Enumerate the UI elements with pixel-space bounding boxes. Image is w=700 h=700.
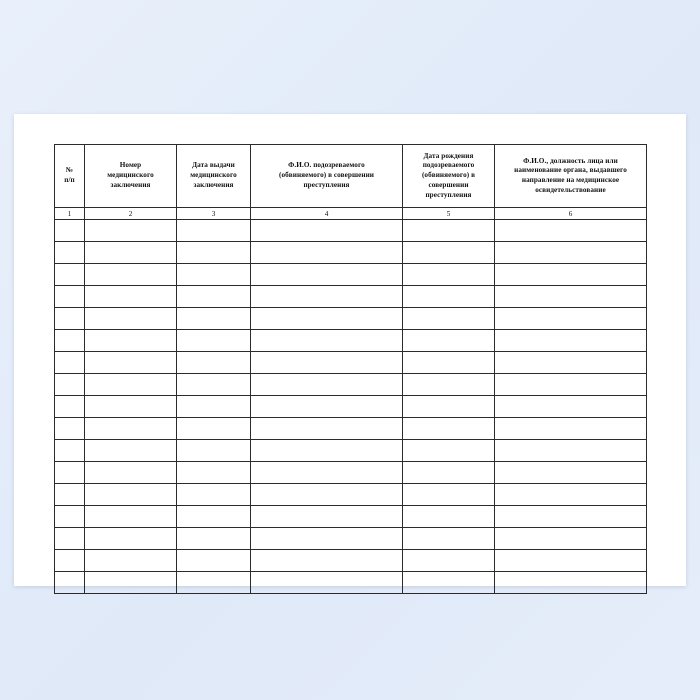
- header-line: Ф.И.О. подозреваемого: [288, 161, 365, 170]
- header-line: Ф.И.О., должность лица или: [523, 156, 618, 165]
- table-cell-empty[interactable]: [495, 330, 647, 352]
- journal-table: [54, 144, 647, 594]
- document-sheet: [14, 114, 686, 586]
- table-cell-empty[interactable]: [85, 550, 177, 572]
- header-line: медицинского: [190, 171, 237, 180]
- table-cell-empty[interactable]: [403, 220, 495, 242]
- table-cell-empty[interactable]: [55, 264, 85, 286]
- table-row: [55, 308, 647, 330]
- table-cell-empty[interactable]: [85, 308, 177, 330]
- table-cell-empty[interactable]: [177, 572, 251, 594]
- column-header-5: [403, 145, 495, 208]
- table-cell-empty[interactable]: [85, 330, 177, 352]
- table-cell-empty[interactable]: [55, 462, 85, 484]
- table-row: [55, 286, 647, 308]
- header-line: преступления: [303, 180, 350, 189]
- table-cell-empty[interactable]: [495, 308, 647, 330]
- column-number-cell: 3: [177, 208, 251, 220]
- header-line: заключения: [193, 180, 234, 189]
- table-cell-empty[interactable]: [177, 396, 251, 418]
- column-number-cell: 4: [251, 208, 403, 220]
- table-row: [55, 374, 647, 396]
- table-cell-empty[interactable]: [251, 286, 403, 308]
- column-header-4: [251, 145, 403, 208]
- column-number-cell: 5: [403, 208, 495, 220]
- table-cell-empty[interactable]: [251, 374, 403, 396]
- table-row: [55, 506, 647, 528]
- table-row: [55, 220, 647, 242]
- table-cell-empty[interactable]: [495, 286, 647, 308]
- table-cell-empty[interactable]: [55, 528, 85, 550]
- table-cell-empty[interactable]: [495, 528, 647, 550]
- table-cell-empty[interactable]: [55, 418, 85, 440]
- table-cell-empty[interactable]: [177, 506, 251, 528]
- table-cell-empty[interactable]: [177, 440, 251, 462]
- table-cell-empty[interactable]: [85, 462, 177, 484]
- table-cell-empty[interactable]: [177, 462, 251, 484]
- table-cell-empty[interactable]: [55, 396, 85, 418]
- table-cell-empty[interactable]: [495, 506, 647, 528]
- table-cell-empty[interactable]: [177, 330, 251, 352]
- table-cell-empty[interactable]: [85, 528, 177, 550]
- table-body: [55, 220, 647, 594]
- column-header-6: [495, 145, 647, 208]
- table-cell-empty[interactable]: [85, 440, 177, 462]
- table-row: [55, 440, 647, 462]
- header-line: (обвиняемого) в совершении: [279, 171, 374, 180]
- table-cell-empty[interactable]: [403, 462, 495, 484]
- table-cell-empty[interactable]: [251, 572, 403, 594]
- table-cell-empty[interactable]: [251, 528, 403, 550]
- header-line: Дата рождения: [423, 151, 474, 160]
- table-cell-empty[interactable]: [403, 440, 495, 462]
- table-cell-empty[interactable]: [495, 418, 647, 440]
- table-cell-empty[interactable]: [403, 352, 495, 374]
- table-cell-empty[interactable]: [55, 572, 85, 594]
- table-cell-empty[interactable]: [55, 506, 85, 528]
- table-cell-empty[interactable]: [177, 286, 251, 308]
- table-cell-empty[interactable]: [55, 330, 85, 352]
- table-cell-empty[interactable]: [85, 506, 177, 528]
- column-number-cell: 2: [85, 208, 177, 220]
- table-cell-empty[interactable]: [403, 550, 495, 572]
- table-cell-empty[interactable]: [177, 352, 251, 374]
- table-cell-empty[interactable]: [251, 440, 403, 462]
- table-cell-empty[interactable]: [85, 264, 177, 286]
- header-line: (обвиняемого) в: [421, 171, 476, 180]
- table-cell-empty[interactable]: [85, 396, 177, 418]
- header-line: Номер: [119, 161, 142, 170]
- table-cell-empty[interactable]: [85, 286, 177, 308]
- table-cell-empty[interactable]: [55, 352, 85, 374]
- table-cell-empty[interactable]: [177, 418, 251, 440]
- table-cell-empty[interactable]: [85, 220, 177, 242]
- table-cell-empty[interactable]: [55, 550, 85, 572]
- table-cell-empty[interactable]: [251, 550, 403, 572]
- table-row: [55, 352, 647, 374]
- table-row: [55, 242, 647, 264]
- table-cell-empty[interactable]: [251, 418, 403, 440]
- table-cell-empty[interactable]: [251, 396, 403, 418]
- table-cell-empty[interactable]: [403, 264, 495, 286]
- header-line: заключения: [110, 180, 151, 189]
- table-cell-empty[interactable]: [55, 242, 85, 264]
- column-header-1: [55, 145, 85, 208]
- table-row: [55, 550, 647, 572]
- table-cell-empty[interactable]: [495, 242, 647, 264]
- table-cell-empty[interactable]: [251, 264, 403, 286]
- table-cell-empty[interactable]: [495, 484, 647, 506]
- table-cell-empty[interactable]: [85, 572, 177, 594]
- table-cell-empty[interactable]: [495, 396, 647, 418]
- table-cell-empty[interactable]: [403, 506, 495, 528]
- column-number-row: [55, 208, 647, 220]
- table-cell-empty[interactable]: [495, 352, 647, 374]
- header-row: [55, 145, 647, 208]
- table-row: [55, 484, 647, 506]
- header-line: п/п: [64, 176, 75, 184]
- table-row: [55, 264, 647, 286]
- table-cell-empty[interactable]: [403, 374, 495, 396]
- table-cell-empty[interactable]: [177, 484, 251, 506]
- table-cell-empty[interactable]: [55, 286, 85, 308]
- table-cell-empty[interactable]: [85, 484, 177, 506]
- table-row: [55, 330, 647, 352]
- table-cell-empty[interactable]: [495, 440, 647, 462]
- table-cell-empty[interactable]: [55, 374, 85, 396]
- table-cell-empty[interactable]: [403, 330, 495, 352]
- header-line: преступления: [425, 190, 472, 199]
- table-cell-empty[interactable]: [403, 286, 495, 308]
- column-header-2: [85, 145, 177, 208]
- table-cell-empty[interactable]: [177, 528, 251, 550]
- table-cell-empty[interactable]: [495, 462, 647, 484]
- table-row: [55, 572, 647, 594]
- table-row: [55, 528, 647, 550]
- table-cell-empty[interactable]: [403, 418, 495, 440]
- table-cell-empty[interactable]: [495, 374, 647, 396]
- table-cell-empty[interactable]: [403, 308, 495, 330]
- table-cell-empty[interactable]: [251, 506, 403, 528]
- header-line: направление на медицинское: [521, 176, 620, 184]
- table-cell-empty[interactable]: [177, 264, 251, 286]
- table-cell-empty[interactable]: [251, 484, 403, 506]
- table-cell-empty[interactable]: [85, 374, 177, 396]
- table-cell-empty[interactable]: [403, 528, 495, 550]
- table-cell-empty[interactable]: [85, 418, 177, 440]
- table-row: [55, 418, 647, 440]
- table-cell-empty[interactable]: [85, 242, 177, 264]
- table-cell-empty[interactable]: [177, 220, 251, 242]
- table-cell-empty[interactable]: [55, 220, 85, 242]
- table-cell-empty[interactable]: [55, 440, 85, 462]
- column-number-cell: 1: [55, 208, 85, 220]
- table-cell-empty[interactable]: [251, 352, 403, 374]
- table-cell-empty[interactable]: [55, 484, 85, 506]
- table-cell-empty[interactable]: [495, 550, 647, 572]
- table-cell-empty[interactable]: [177, 374, 251, 396]
- header-line: №: [65, 166, 74, 175]
- header-line: совершении: [428, 180, 469, 189]
- table-header: [55, 145, 647, 220]
- header-line: освидетельствование: [535, 185, 606, 194]
- table-row: [55, 396, 647, 418]
- table-cell-empty[interactable]: [85, 352, 177, 374]
- table-cell-empty[interactable]: [251, 462, 403, 484]
- column-header-3: [177, 145, 251, 208]
- header-line: наименование органа, выдавшего: [514, 166, 627, 175]
- table-cell-empty[interactable]: [177, 550, 251, 572]
- table-cell-empty[interactable]: [495, 220, 647, 242]
- table-cell-empty[interactable]: [251, 220, 403, 242]
- table-cell-empty[interactable]: [177, 242, 251, 264]
- header-line: медицинского: [107, 171, 154, 180]
- table-cell-empty[interactable]: [177, 308, 251, 330]
- table-cell-empty[interactable]: [251, 330, 403, 352]
- table-cell-empty[interactable]: [55, 308, 85, 330]
- table-cell-empty[interactable]: [403, 242, 495, 264]
- table-cell-empty[interactable]: [251, 242, 403, 264]
- header-line: Дата выдачи: [192, 161, 235, 170]
- table-cell-empty[interactable]: [403, 572, 495, 594]
- journal-table-area: [54, 144, 646, 554]
- table-cell-empty[interactable]: [403, 484, 495, 506]
- table-row: [55, 462, 647, 484]
- table-cell-empty[interactable]: [403, 396, 495, 418]
- column-number-cell: 6: [495, 208, 647, 220]
- header-line: подозреваемого: [422, 161, 475, 170]
- table-cell-empty[interactable]: [495, 264, 647, 286]
- table-cell-empty[interactable]: [495, 572, 647, 594]
- table-cell-empty[interactable]: [251, 308, 403, 330]
